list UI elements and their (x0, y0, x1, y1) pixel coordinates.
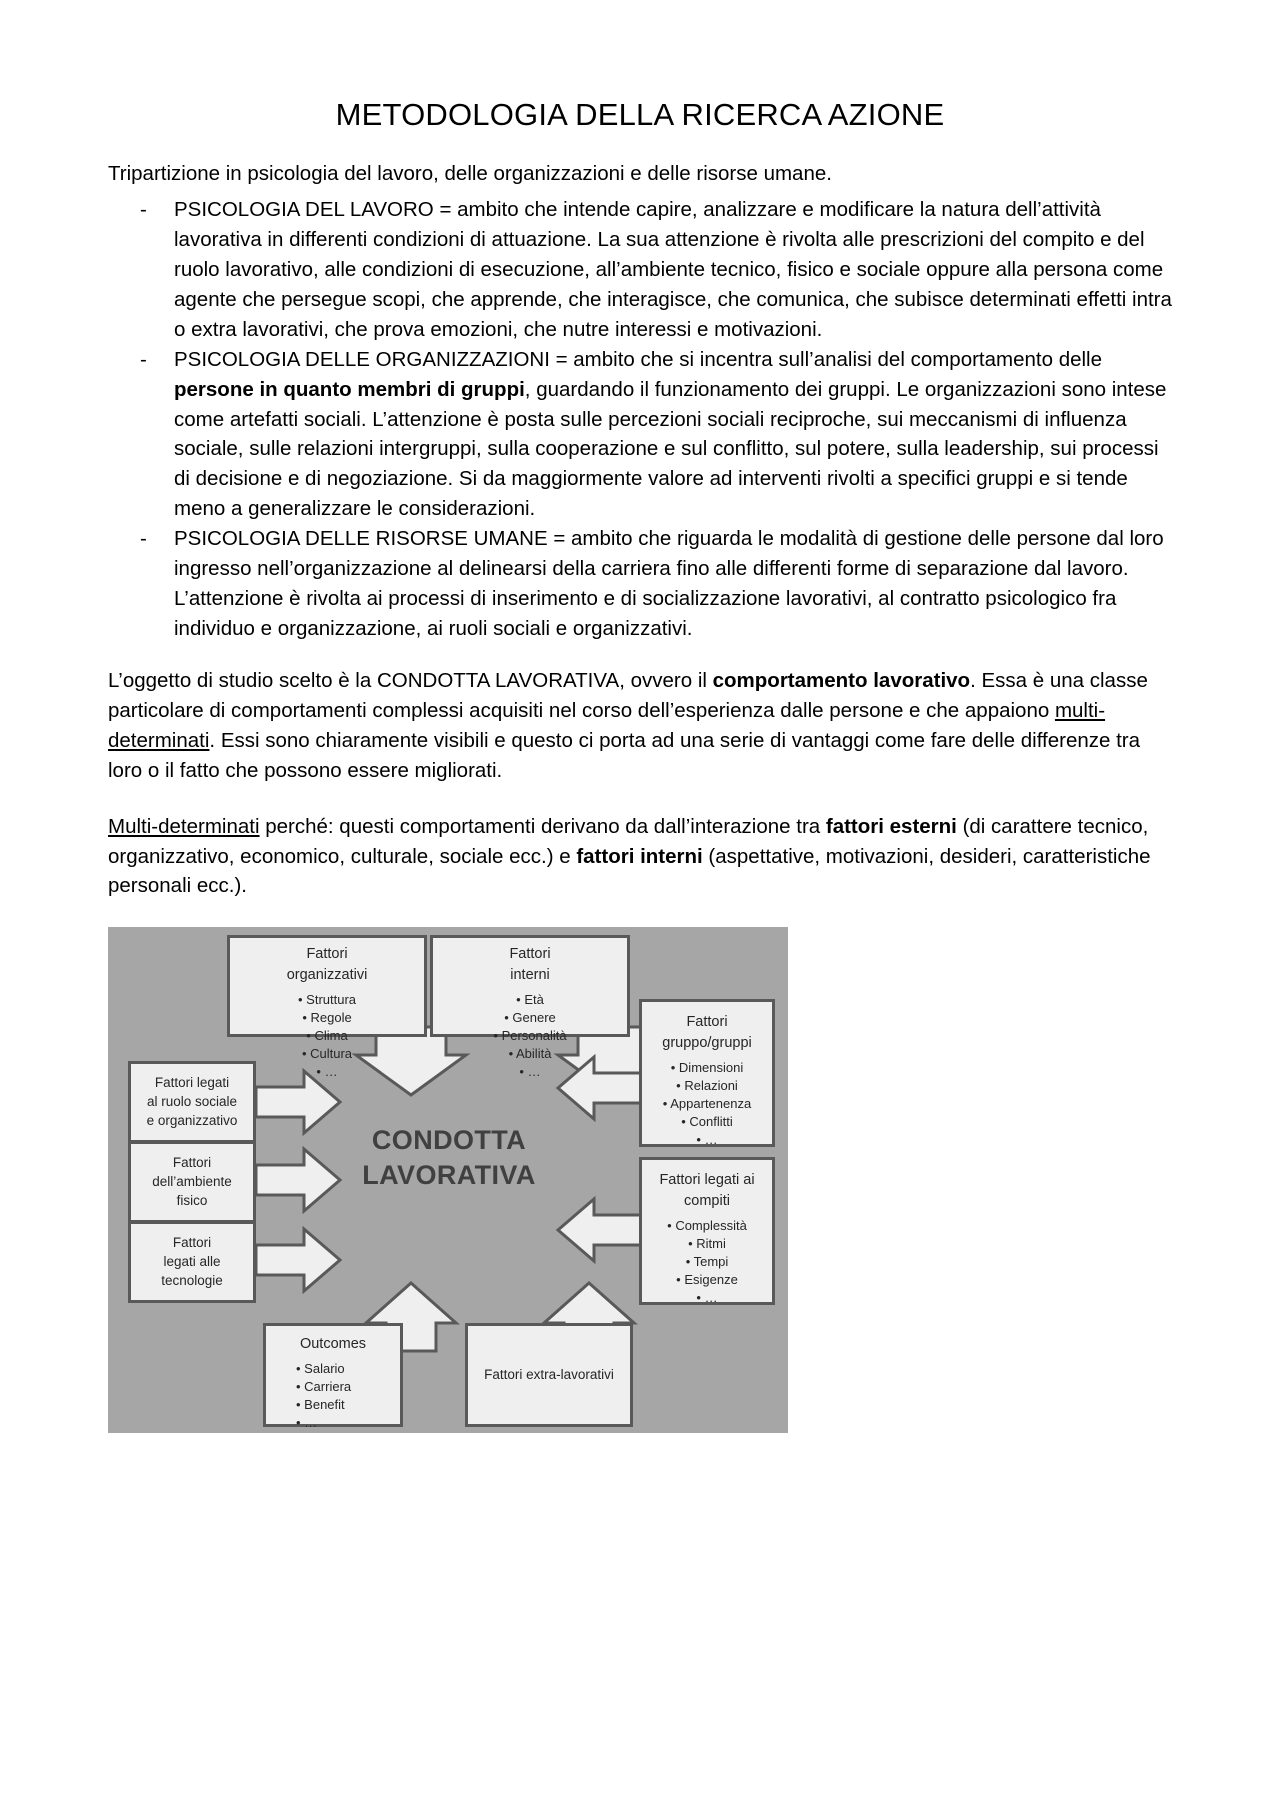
p3-bold-a: fattori esterni (825, 814, 957, 838)
p3-underline-a: Multi-determinati (108, 814, 260, 838)
diagram-tail-arrow (413, 1433, 415, 1525)
bullet-dash: - (140, 347, 147, 371)
center-label-line1: CONDOTTA (371, 1125, 527, 1156)
box-line1: Fattori extra-lavorativi (484, 1367, 614, 1383)
box-fattori-extra-lavorativi (465, 1323, 633, 1427)
definitions-list (108, 195, 1172, 644)
box-outcomes (263, 1323, 403, 1431)
page-title: METODOLOGIA DELLA RICERCA AZIONE (335, 97, 945, 132)
box-line1: Fattori (172, 1155, 212, 1171)
box-item: • Età (437, 991, 623, 1009)
diagram-canvas (108, 927, 788, 1433)
box-line2: dell’ambiente (152, 1174, 232, 1190)
box-item: • Complessità (646, 1217, 768, 1235)
box-item: • Conflitti (646, 1113, 768, 1131)
box-item: • Relazioni (646, 1077, 768, 1095)
box-item: • Personalità (437, 1027, 623, 1045)
center-label (304, 1123, 594, 1193)
arrow-right-tecnologie (256, 1229, 340, 1291)
box-item: • Benefit (296, 1396, 396, 1414)
box-items (646, 1059, 768, 1149)
box-title-line1: Fattori (306, 946, 348, 963)
center-label-line2: LAVORATIVA (362, 1160, 536, 1191)
box-items (437, 991, 623, 1081)
box-title-line1: Fattori legati ai (659, 1172, 755, 1189)
box-title-line2: compiti (684, 1193, 730, 1210)
box-fattori-tecnologie (128, 1221, 256, 1303)
box-line3: tecnologie (161, 1272, 223, 1288)
box-item: • … (646, 1131, 768, 1149)
box-item: • Clima (234, 1027, 420, 1045)
box-item: • Struttura (234, 991, 420, 1009)
box-line3: e organizzativo (146, 1112, 238, 1128)
bullet-0-text: = ambito che intende capire, analizzare e modificare la natura dell’attività lavorativa in differenti condizioni di attuazione. La sua attenzione è rivolta alle prescrizioni del compito e del ruolo lavorativo, alle condizioni di esecuzione, all’ambiente tecnico, fisico e sociale oppure alla persona come agente che persegue scopi, che apprende, che interagisce, che comunica, che subisce determinati effetti intra o extra lavorativi, che prova emozioni, che nutre interessi e motivazioni. (174, 198, 1172, 341)
box-title-line2: interni (510, 967, 550, 984)
box-item: • … (437, 1063, 623, 1081)
bullet-2-text: = ambito che riguarda le modalità di gestione delle persone dal loro ingresso nell’organizzazione al delinearsi della carriera fino alle differenti forme di separazione dal lavoro. L’attenzione è rivolta ai processi di inserimento e di socializzazione lavorativi, al contratto psicologico fra individuo e organizzazione, ai ruoli sociali e organizzativi. (174, 527, 1164, 641)
box-item: • Ritmi (646, 1235, 768, 1253)
box-title: Outcomes (299, 1336, 367, 1353)
box-item: • Dimensioni (646, 1059, 768, 1077)
p3-bold-b: fattori interni (576, 844, 703, 868)
condotta-lavorativa-diagram (108, 927, 788, 1457)
box-fattori-ruolo (128, 1061, 256, 1143)
list-item (108, 195, 1172, 345)
p2-text-a: L’oggetto di studio scelto è la CONDOTTA LAVORATIVA, ovvero il (108, 668, 713, 692)
p3-text-b: (di carattere tecnico, organizzativo, economico, culturale, sociale ecc.) e (108, 814, 1149, 868)
bullet-2-head: PSICOLOGIA DELLE RISORSE UMANE (174, 527, 548, 551)
box-title-line1: Fattori (509, 946, 551, 963)
box-item: • Tempi (646, 1253, 768, 1271)
bullet-1-text-b: , guardando il funzionamento dei gruppi. Le organizzazioni sono intese come artefatti sociali. L’attenzione è posta sulle percezioni sociali reciproche, sui meccanismi di influenza sociale, sulle relazioni intergruppi, sulla cooperazione e sul conflitto, sul potere, sulla leadership, sui processi di decisione e di negoziazione. Si da maggiormente valore ad interventi rivolti a specifici gruppi e si tende meno a generalizzare le considerazioni. (174, 377, 1167, 521)
box-item: • … (296, 1414, 396, 1432)
box-title-line2: organizzativi (286, 967, 368, 984)
box-line1: Fattori (172, 1235, 212, 1251)
list-item (108, 345, 1172, 525)
box-line3: fisico (176, 1192, 208, 1208)
p3-text-c: (aspettative, motivazioni, desideri, caratteristiche personali ecc.). (108, 844, 1151, 898)
box-line1: Fattori legati (154, 1075, 230, 1091)
box-fattori-ambiente (128, 1141, 256, 1223)
box-item: • Appartenenza (646, 1095, 768, 1113)
box-fattori-interni (430, 935, 630, 1080)
list-item (108, 524, 1172, 644)
intro-paragraph: Tripartizione in psicologia del lavoro, delle organizzazioni e delle risorse umane. (108, 162, 832, 186)
p2-text-b: . Essa è una classe particolare di comportamenti complessi acquisiti nel corso dell’esperienza dalle persone e che appaiono (108, 668, 1148, 722)
box-fattori-gruppo (639, 999, 775, 1147)
box-item: • Cultura (234, 1045, 420, 1063)
box-line2: legati alle (163, 1254, 221, 1270)
bullet-1-head: PSICOLOGIA DELLE ORGANIZZAZIONI (174, 347, 550, 371)
arrow-left-compiti (558, 1199, 642, 1261)
box-item: • Genere (437, 1009, 623, 1027)
bullet-1-text-a: = ambito che si incentra sull’analisi del comportamento delle (549, 347, 1103, 371)
p3-text-a: perché: questi comportamenti derivano da dall’interazione tra (259, 814, 826, 838)
box-items (270, 1360, 396, 1432)
box-line2: al ruolo sociale (146, 1094, 238, 1110)
box-items (646, 1217, 768, 1307)
box-fattori-compiti (639, 1157, 775, 1305)
bullet-dash: - (140, 198, 147, 222)
paragraph-condotta-lavorativa (108, 666, 1172, 786)
box-item: • Abilità (437, 1045, 623, 1063)
bullet-dash: - (140, 527, 147, 551)
box-item: • Esigenze (646, 1271, 768, 1289)
bullet-1-bold-a: persone in quanto membri di gruppi (174, 377, 525, 401)
box-item: • Carriera (296, 1378, 396, 1396)
bullet-0-head: PSICOLOGIA DEL LAVORO (174, 198, 434, 222)
p2-bold-a: comportamento lavorativo (712, 668, 971, 692)
p2-underline-a: multi-determinati (108, 698, 1106, 752)
box-title-line1: Fattori (686, 1014, 728, 1031)
box-fattori-organizzativi (227, 935, 427, 1080)
paragraph-multi-determinati (108, 812, 1172, 902)
box-item: • … (234, 1063, 420, 1081)
p2-text-c: . Essi sono chiaramente visibili e questo ci porta ad una serie di vantaggi come fare delle differenze tra loro o il fatto che possono essere migliorati. (108, 728, 1141, 782)
box-items (234, 991, 420, 1081)
box-item: • Regole (234, 1009, 420, 1027)
box-item: • Salario (296, 1360, 396, 1378)
box-item: • … (646, 1289, 768, 1307)
box-title-line2: gruppo/gruppi (662, 1035, 752, 1052)
